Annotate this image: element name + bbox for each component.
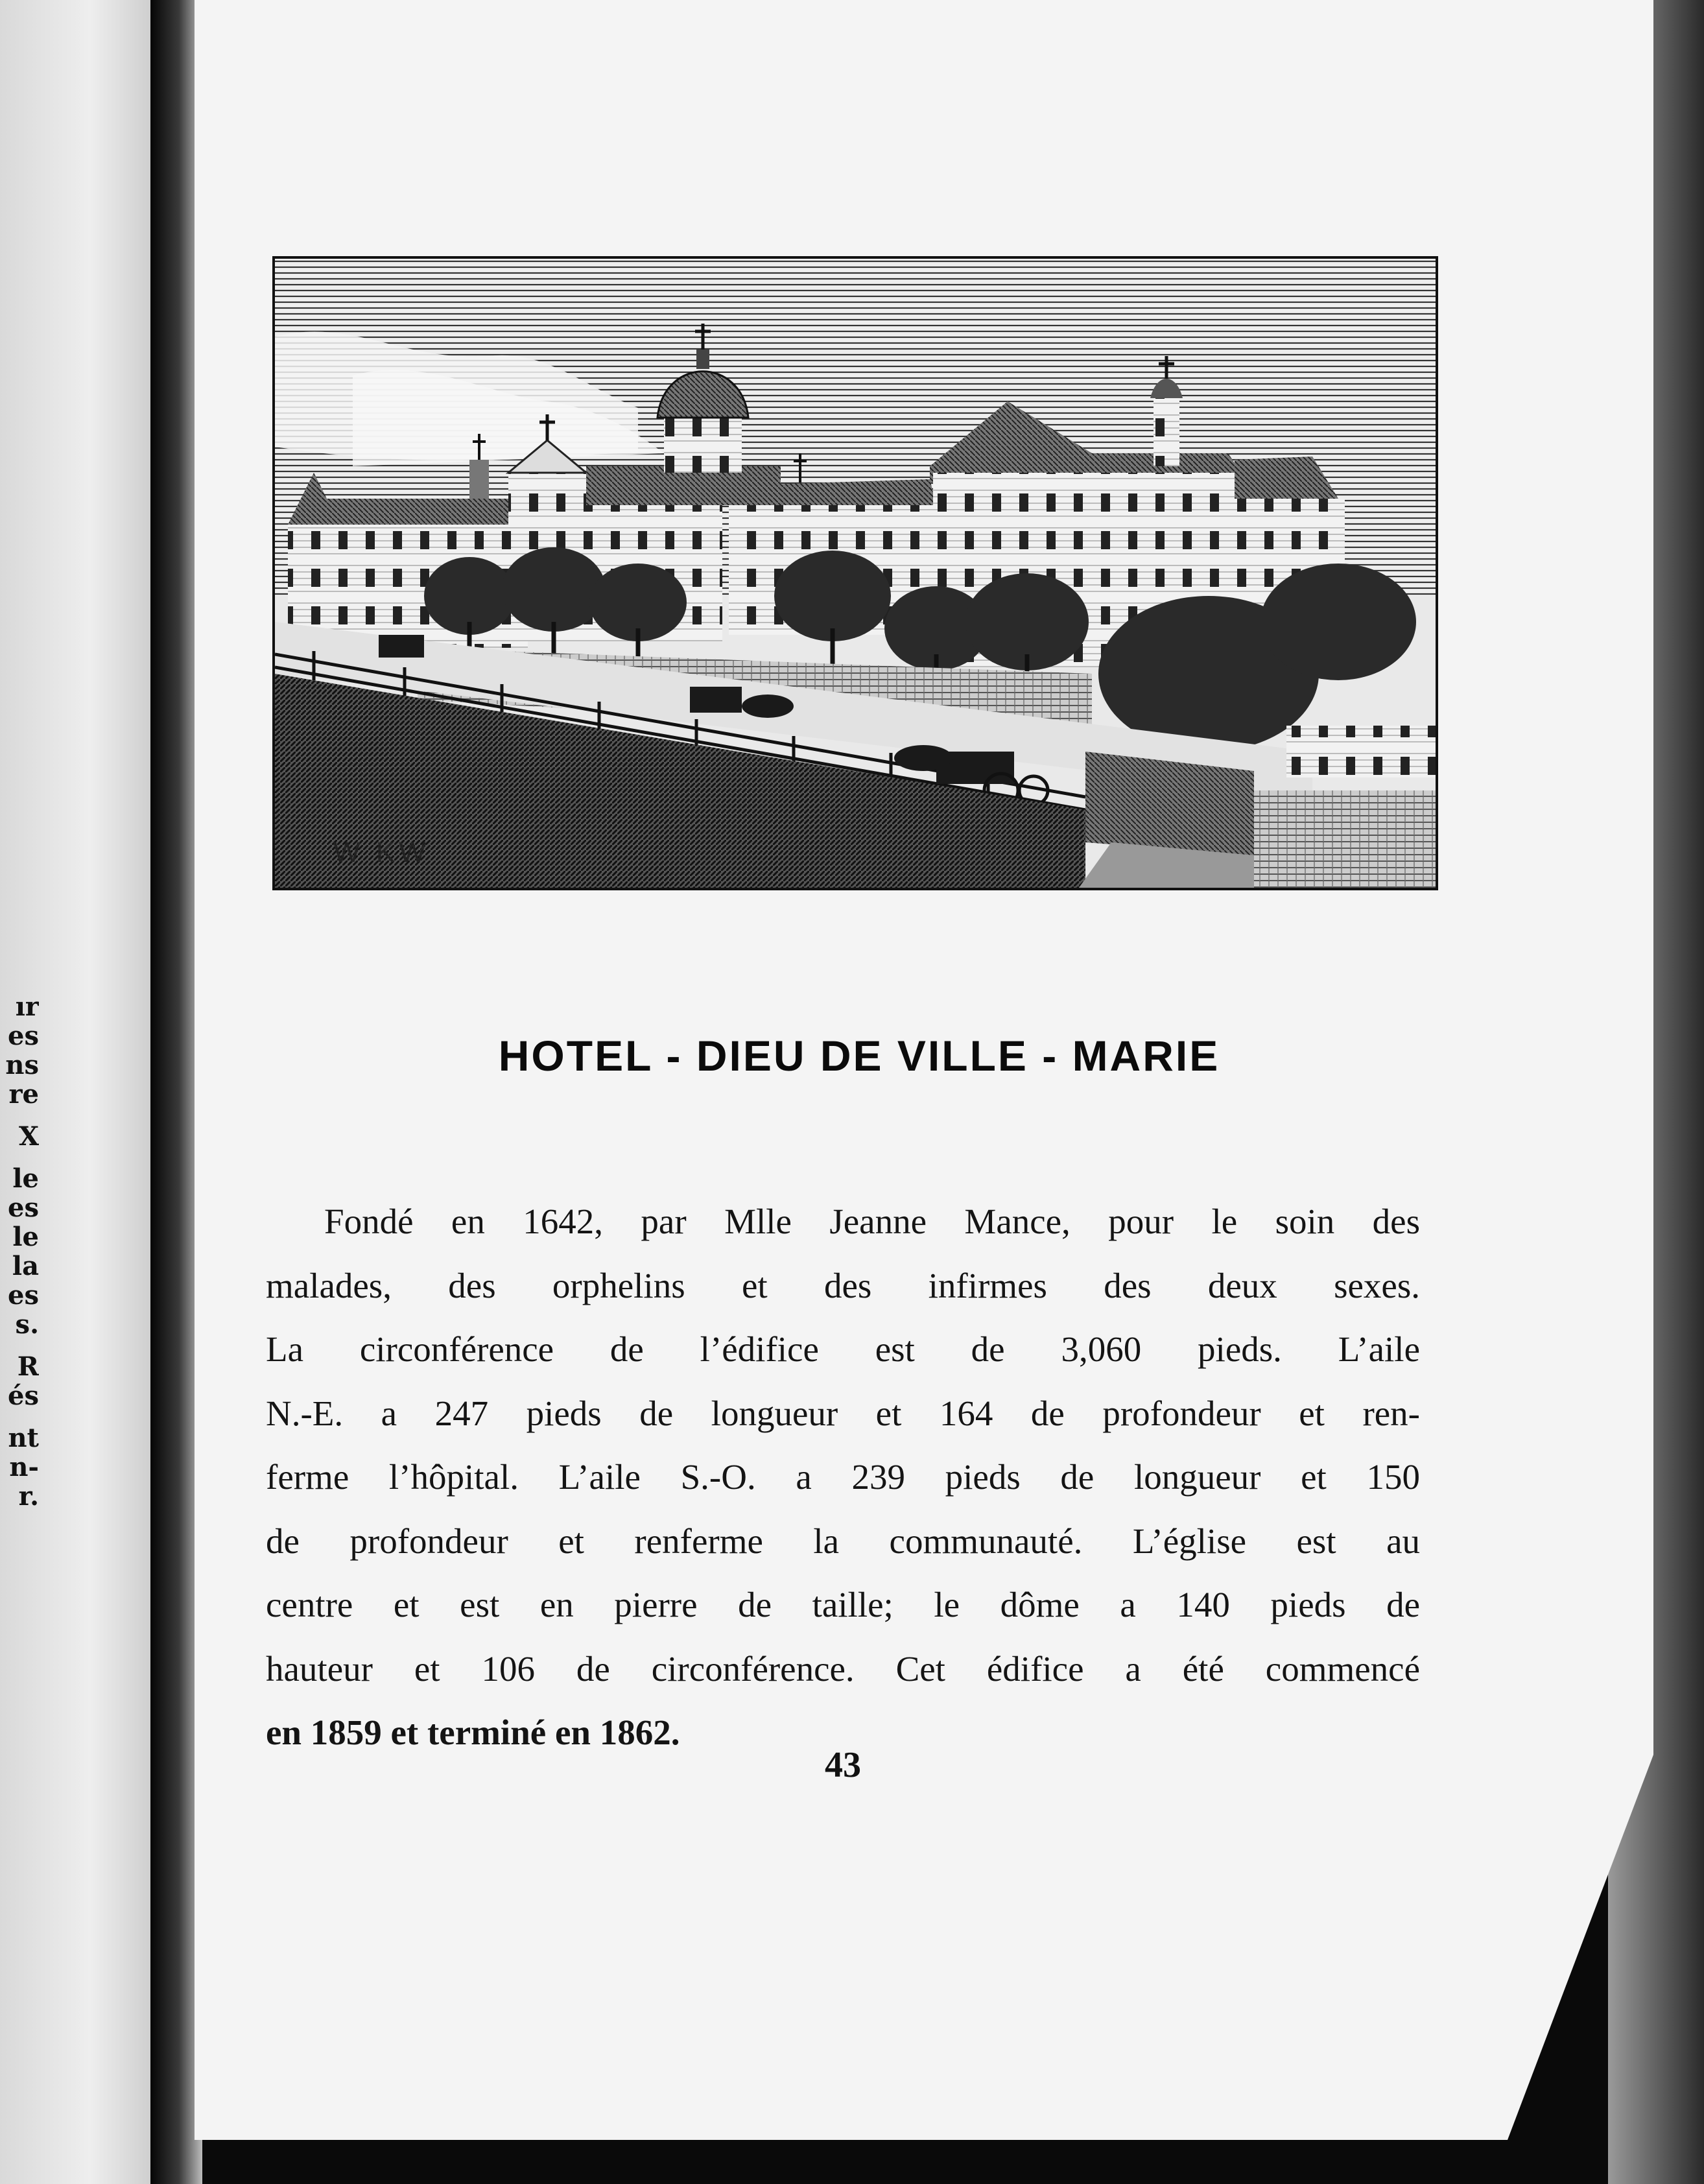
text-line: en 1859 et terminé en 1862. [266,1713,680,1752]
fragment: R [17,1352,39,1381]
fragment: n- [9,1453,39,1482]
text-line: hauteur et 106 de circonférence. Cet édifice a été commencé [266,1648,1420,1689]
fragment: es [8,1021,39,1050]
fragment: X [18,1122,39,1151]
page-title: HOTEL - DIEU DE VILLE - MARIE [498,1032,1220,1080]
text-line: centre et est en pierre de taille; le dôme a 140 pieds de [266,1585,1420,1624]
hotel-dieu-engraving [272,256,1438,890]
fragment: nt [8,1423,39,1453]
fragment: es [8,1193,39,1222]
text-line: de profondeur et renferme la communauté. L’église est au [266,1521,1420,1561]
article-body [266,1190,1420,1765]
fragment: le [12,1164,39,1193]
text-line: malades, des orphelins et des infirmes des deux sexes. [266,1265,1420,1305]
page-number: 43 [825,1745,861,1785]
text-line: La circonférence de l’édifice est de 3,060 pieds. L’aile [266,1329,1420,1369]
fragment: ır [15,992,39,1021]
fragment: r. [18,1482,39,1511]
fragment: es [8,1281,39,1310]
left-facing-page [0,0,150,2184]
fragment: s. [15,1310,39,1339]
fragment: la [12,1252,39,1281]
fragment: és [8,1381,39,1410]
text-line: ferme l’hôpital. L’aile S.-O. a 239 pieds de longueur et 150 [266,1457,1420,1497]
text-line: N.-E. a 247 pieds de longueur et 164 de profondeur et ren- [266,1393,1420,1433]
text-line: Fondé en 1642, par Mlle Jeanne Mance, pour le soin des [324,1202,1420,1241]
fragment: le [12,1222,39,1252]
fragment: ns [5,1050,39,1080]
left-page-text-fragments [0,992,39,1511]
engraver-signature: W KW [333,837,430,868]
fragment: re [8,1080,39,1109]
